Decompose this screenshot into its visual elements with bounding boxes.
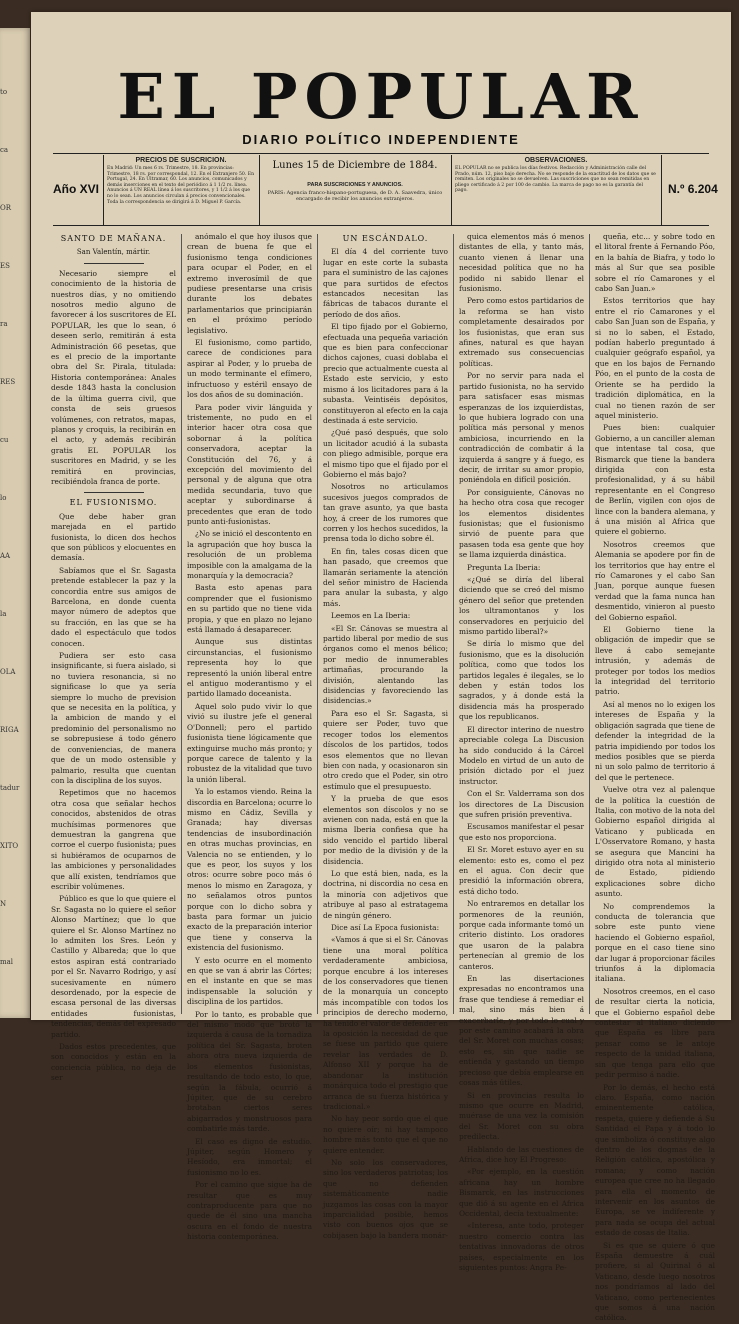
article-paragraph: Que debe haber gran marejada en el partido fusionista, lo dicen dos hechos que son públicos y elocuentes en demasía.: [51, 511, 176, 563]
article-paragraph: Nosotros creemos, en el caso de resultar cierta la noticia, que el Gobierno español debe contestar al italiano diciendo que España es libre para pensar como se le antoje respecto de la unidad italiana, sin que tenga para ello que pedir permiso á nadie.: [595, 986, 715, 1080]
observations-title: OBSERVACIONES.: [524, 157, 588, 164]
masthead-title: EL POPULAR: [117, 60, 645, 133]
previous-page-fragment: RES: [0, 378, 16, 386]
previous-page-fragment: N: [0, 900, 7, 908]
article-paragraph: El Sr. Moret estuvo ayer en su elemento: esto es, como el pez en el agua. Con decir que presidió la información obrera, está dicho todo.: [459, 845, 584, 896]
article-paragraph: Leemos en La Iberia:: [331, 611, 411, 621]
article-paragraph: Para poder vivir lánguida y tristemente, no pudo en el interior hacer otra cosa que sobornar á la política conservadora, aceptar la Constitución del 76, y á excepción del movimiento del personal y de alguna que otra medida secundaria, tuvo que aceptar y subordinarse á precedentes que eran de todo punto anti-fusionistas.: [187, 402, 312, 526]
article-paragraph: Público es que lo que quiere el Sr. Sagasta no lo quiere el señor Alonso Martínez; que lo que quiere el Sr. Alonso Martínez no lo admiten los Sres. León y Castillo y Albareda; que lo que estos aspiran está contrariado por el Sr. Navarro Rodrigo, y así sucesivamente en número desordenado, por la especie de escasa personal de las diversas entidades fusionistas, tendencias, demás del expresado partido.: [51, 894, 176, 1039]
article-heading: SANTO DE MAÑANA.: [60, 234, 167, 243]
article-paragraph: Y esto ocurre en el momento en que se van á abrir las Córtes; en el instante en que se mas indispensable la solución y disciplina de los partidos.: [187, 955, 312, 1007]
previous-page-fragment: to: [0, 88, 8, 96]
article-paragraph: Aunque sus distintas circunstancias, el fusionismo representa hoy lo que representó la unión liberal entre el antiguo moderantismo y el partido llamado doceanista.: [187, 637, 312, 699]
article-paragraph: Pregunta La Iberia:: [467, 562, 541, 572]
header-divider: [103, 155, 104, 225]
article-paragraph: anómalo el que hoy ilusos que crean de buena fe que el fusionismo tenga condiciones para ocupar el Poder, en el extremo inverosímil de que pudiese presentarse una crisis durante los debates parlamentarios que principiarán en el próximo período legislativo.: [187, 232, 312, 335]
article-paragraph: Pues bien: cualquier Gobierno, a un canciller aleman que intentase tal cosa, que Bismarck que tiene la bandera dirigida con esta profesionalidad, y á su hábil representante en el Congreso de Berlín, vigilen con ojos de lince con la bandera alemana, y á una misión al Africa que quiere el gobierno.: [595, 423, 715, 537]
previous-page-fragment: cu: [0, 436, 9, 444]
article-paragraph: El fusionismo, como partido, carece de condiciones para aspirar al Poder, y lo prueba de un modo terminante el efímero, infructuoso y estéril ensayo de los dos años de su dominación.: [187, 338, 312, 400]
article-paragraph: Pudiera ser esto casa insignificante, si fuera aislado, si no tuviera resonancia, si no significase lo que ya sería siempre lo mucho de prevision que se necesita en la política, y la ambicion de mando y el predominio del personalismo no se sobrepusiese á todo género de conveniencias, de manera que de un modo ostensible y palmario, resulta que cuentan con la disciplina de los suyos.: [51, 651, 176, 785]
masthead-subtitle: DIARIO POLÍTICO INDEPENDIENTE: [242, 132, 520, 147]
article-paragraph: El Gobierno tiene la obligación de impedir que se lleve á cabo semejante intrusión, y además de proteger por todos los medios la integridad del territorio patrio.: [595, 625, 715, 697]
article-paragraph: Con el Sr. Valderrama son dos los directores de La Discusion que sufren prisión preventiva.: [459, 789, 584, 819]
observations-text: EL POPULAR no se publica los días festivos. Redacción y Administración calle del Prado, núm. 12, piso bajo derecha. No se responde de la exactitud de los datos que se remiten. Los originales no se devuelven. Las suscriciones que no sean remitidas en pliego certificado á 2 por 100 de cambio. La marca de pago no es la garantía del pago.: [455, 166, 656, 194]
header-divider: [451, 155, 452, 225]
article-paragraph: El caso es digno de estudio. Júpiter, según Homero y Hesíodo, era inmortal; el fusionismo no lo es.: [187, 1136, 312, 1177]
header-top-rule: [53, 153, 709, 154]
article-paragraph: Hablando de las cuestiones de Africa, dice hoy El Progreso:: [459, 1144, 584, 1164]
previous-page-fragment: AA: [0, 552, 11, 560]
article-paragraph: Nosotros no articulamos sucesivos juegos comprados de tan grave asunto, ya que basta hoy, á creer de los rumores que corren y los hechos sucedidos, la prensa toda lo dicho sobre él.: [323, 482, 448, 544]
header-bottom-rule: [53, 225, 709, 226]
previous-page-fragment: lo: [0, 494, 7, 502]
article-paragraph: Ya lo estamos viendo. Reina la discordia en Barcelona; ocurre lo mismo en Cádiz, Sevilla y Granada; hay diversas tendencias de insubordinación en otras muchas provincias, en Valencia no se entienden, y lo que es peor, los suyos y los otros: ocurre sobre poco más ó menos lo mismo en Zaragoza, y no señalamos otros puntos porque con lo dicho sobra y basta para formar un juicio exacto de la preparación interior que tiene y conserva la existencia del fusionismo.: [187, 787, 312, 953]
article-paragraph: Repetimos que no hacemos otra cosa que señalar hechos conocidos, abstenidos de otras muchísimas pormenores que demuestran la gangrena que corroe el cuerpo fusionista; pues si hubiéramos de ocuparnos de las ambiciones y personalidades que allí existen, tendríamos que escribir volúmenes.: [51, 788, 176, 891]
previous-page-fragment: OR: [0, 204, 12, 212]
article-paragraph: Vuelve otra vez al palenque de la política la cuestión de Italia, con motivo de la nota del Gobierno español dirigida al Vaticano y publicada en L'Osservatore Romano, y hasta se asegura que Mancini ha dirigido otra nota al ministerio de Estado, pidiendo explicaciones sobre dicho asunto.: [595, 785, 715, 899]
article-paragraph: Por lo demás, el hecho está claro. España, como nación eminentemente católica, respeta, quiere y defiende á Su Santidad el Papa y á todo lo que simboliza ó constituye algo dentro de los dogmas de la Religión católica, apostólica y romana; y como nación europea que cree no ha llegado para ella el momento de intervenir en los asuntos de Europa, se ve indiferente y para nada se ocupa del actual estado de cosas de Italia.: [595, 1082, 715, 1238]
article-paragraph: «Interesa, ante todo, proteger nuestro comercio contra las tentativas innovadoras de otros países, especialmente en los siguientes puntos: Angra Pe-: [459, 1221, 584, 1272]
header-divider: [259, 155, 260, 225]
article-paragraph: En las disertaciones expresadas no encontramos una frase que tendiese á remediar el mal, sino más bien á exacerbarle, y por todo lo cual y por este camino acabará la obra del Sr. Moret con muchas cosas; esto es, sin que nadie se entienda y gastando un tiempo precioso que debía emplearse en cosas más útiles.: [459, 974, 584, 1088]
article-paragraph: Si es que se quiere ó que España demuestre á cuál profiere, si al Quirinal ó al Vaticano, desde luego nosotros nos pondríamos al lado del Vaticano, como pertenecientes que somos á una nación católica.: [595, 1240, 715, 1323]
article-paragraph: El tipo fijado por el Gobierno, efectuada una pequeña variación que es bien para confeccionar dichos cajones, cuasi doblaba el precio que actualmente cuesta al Estado este servicio, y esto mismo á los licitadores para á la subasta. Veintiséis depósitos, constituyeron al efecto en la caja destinada á este servicio.: [323, 322, 448, 425]
text-column-4: [459, 232, 584, 1272]
subscription-prices-text: En Madrid: Un mes 6 rs. Trimestre, 18. En provincias: Trimestre, 18 rs. por correspondal, 12. En el Extranjero 50. En Portugal, 24. En Ultramar, 60. Los anuncios, comunicados y demás inserciones en el texto del periódico á 1 1/2 rs. línea. Anuncios á UN REAL línea á los suscritores, y 1 1/2 á los que no lo sean. Los anuncios circulan á precios convencionales. Toda la correspondencia se dirigirá á D. Miguel P. García.: [107, 166, 255, 205]
subscription-prices-box: [107, 156, 255, 222]
article-paragraph: No comprendemos la conducta de tolerancia que sobre este punto viene haciendo el Gobierno español, porque en el caso tiene sino dar lugar á proporcionar fáciles triunfos á la diplomacia italiana.: [595, 901, 715, 984]
article-paragraph: «El Sr. Cánovas se muestra al partido liberal por medio de sus órganos como el menos bélico; por medio de innumerables artimañas, procurando la división, alentando las disidencias y favoreciendo las disidencias.»: [323, 623, 448, 706]
article-paragraph: «Por ejemplo, en la cuestión africana hay un hombre Bismarck, en las instrucciones que dió á su agente en el Africa Occidental, decía textualmente:: [459, 1167, 584, 1218]
article-paragraph: Sabíamos que el Sr. Sagasta pretende establecer la paz y la concordia entre sus amigos de Barcelona, en donde cuenta mayor número de adeptos que su fracción, en las que se ha dado el espectáculo que todos conocen.: [51, 565, 176, 648]
article-paragraph: Por el camino que sigue ha de resultar que es muy contraproducente para que no quede de él sino una mancha oscura en el fondo de nuestra historia contemporánea.: [187, 1180, 312, 1242]
article-paragraph: Estos territorios que hay entre el río Camarones y el cabo San Juan son de España, y si no lo saben, el Estado, podían haberlo preguntado á cualquier geógrafo español, ya que en los bajos de Fernando Póo, en el punto de la costa de Oriente se ha perdido la tradición diplomática, en la cual no tienen razón de ser aquel ministerio.: [595, 296, 715, 420]
text-column-2: [187, 232, 312, 1242]
previous-page-fragment: ES: [0, 262, 10, 270]
article-paragraph: ¿No se inició el descontento en la agrupación que hoy busca la resolución de un problema imposible con la amalgama de la monarquía y la democracia?: [187, 529, 312, 580]
previous-page-fragment: tadur: [0, 784, 20, 792]
article-paragraph: Se diría lo mismo que del fusionismo, que es la disolución política, como que todos los partidos legales é ilegales, se lo deben y están todos los sagrados, y á donde está la disidencia más ha prosperado que los republicanos.: [459, 639, 584, 722]
newspaper-page: [31, 12, 731, 1323]
article-paragraph: Por lo tanto, es probable que del mismo modo que brotó la izquierda á causa de la tornadiza política del Sr. Sagasta, broten ahora otra nueva izquierda de los elementos fusionistas, resultando de todo esto, lo que, según la fábula, ocurrió á Júpiter, que de su cerebro brotaban ciertos seres abigarrados y monstruosos para combatirle más tarde.: [187, 1009, 312, 1134]
section-separator: [84, 263, 144, 264]
previous-page-fragment: OLA: [0, 668, 16, 676]
article-paragraph: «Vamos á que si el Sr. Cánovas tiene una moral política verdaderamente ambiciosa, porque encubre á los intereses de los conservadores que tienen de la monarquía un concepto más incompatible con todos los principios de derecho moderno, ha tenido el valor de defender en la oposición la necesidad de que se fuese un partido que quiere revelar las verdades de D. Alfonso XII y porque ha de abandonar la institución monárquica todo el prestigio que arranca de su fuerza histórica y tradicional.»: [323, 935, 448, 1111]
previous-page-fragment: XITO: [0, 842, 19, 850]
issue-number: N.º 6.204: [668, 182, 718, 196]
article-paragraph: Para eso el Sr. Sagasta, si quiere ser Poder, tuvo que recoger todos los elementos díscolos de los partidos, todos esos elementos que no llevan bien con nada, y ocasionaron sin otro credo que el Poder, sin otro estímulo que el presupuesto.: [323, 708, 448, 791]
subscription-prices-title: PRECIOS DE SUSCRICION.: [135, 157, 227, 164]
column-divider: [589, 234, 590, 1014]
article-paragraph: En fin, tales cosas dicen que han pasado, que creemos que llamarán seriamente la atención del señor ministro de Hacienda para anular la subasta, y algo más.: [323, 546, 448, 608]
subscription-agency-text: PARIS: Agencia franco-hispano-portuguesa, de D. A. Saavedra, único encargado de recibir los anuncios extranjeros.: [267, 190, 443, 202]
observations-box: [455, 156, 657, 222]
article-paragraph: No entraremos en detallar los pormenores de la reunión, porque cada informante tomó un criterio distinto. Los oradores que usaron de la palabra pertenecían al gremio de los canteros.: [459, 899, 584, 971]
previous-page-edge: [0, 28, 30, 1018]
article-paragraph: Y la prueba de que esos elementos son díscolos y no se avienen con nada, está en que la misma Iberia confiesa que ha sido vencido el partido liberal por medio de la división y de la disidencia.: [323, 794, 448, 866]
text-column-3: [323, 232, 448, 1240]
article-subheading: San Valentín, mártir.: [76, 248, 151, 257]
article-paragraph: Dice así La Epoca fusionista:: [331, 923, 440, 932]
article-paragraph: queña, etc... y sobre todo en el litoral frente á Fernando Póo, en la bahía de Biafra, y todo lo más al Sur que sea posible sobre el río Camarones y el cabo San Juan.»: [595, 232, 715, 294]
header-divider: [661, 155, 662, 225]
article-heading: EL FUSIONISMO.: [69, 498, 158, 508]
section-separator: [84, 492, 144, 493]
article-paragraph: Si en provincias resulta lo mismo que ocurre en Madrid, muérase de una vez la comisión del Sr. Moret con su obra predilecta.: [459, 1090, 584, 1142]
previous-page-fragment: RIGA: [0, 726, 19, 734]
column-divider: [453, 234, 454, 1014]
article-paragraph: El director interino de nuestro apreciable colega La Discusion ha sido conducido á la Cárcel Modelo en virtud de un auto de prisión dictado por el juez instructor.: [459, 724, 584, 786]
article-paragraph: El día 4 del corriente tuvo lugar en este corte la subasta para el suministro de las cajones que para surtidos de efectos estancados necesitan las fábricas de tabacos durante el período de dos años.: [323, 247, 448, 319]
article-paragraph: No solo los conservadores, sino los verdaderos patriotas; los que no defienden sistemáticamente nadie juzgamos las cosas con la mayor imparcialidad posible, hemos visto con buenos ojos que se cobijasen bajo la bandera monár-: [323, 1157, 448, 1240]
year-label: Año XVI: [53, 182, 100, 196]
article-paragraph: Así al menos no lo exigen los intereses de España y la obligación sagrada que tiene de defender la integridad de la patria impidiendo por todos los medios posibles que se pierda ni un solo palmo de territorio á del que le pertenece.: [595, 699, 715, 782]
previous-page-fragment: ra: [0, 320, 8, 328]
subscription-agency-box: [262, 182, 448, 202]
article-paragraph: Basta esto apenas para comprender que el fusionismo en su partido que no tiene vida propia, y que en plazo no lejano está llamado á desaparecer.: [187, 583, 312, 635]
article-paragraph: Aquel solo pudo vivir lo que vivió su ilustre jefe el general O'Donnell; pero el partido fusionista tiene lógicamente que extinguirse mucho más pronto; y porque carece de talento y la robustez de la vitalidad que tuvo la unión liberal.: [187, 701, 312, 784]
column-divider: [317, 234, 318, 1014]
issue-date: Lunes 15 de Diciembre de 1884.: [272, 160, 438, 171]
article-paragraph: Lo que está bien, nada, es la doctrina, ni discordia no cesa en la minoría con adjetivos que atribuye al paso al estratagema de ningún género.: [323, 868, 448, 920]
article-paragraph: quica elementos más ó menos distantes de ella, y tanto más, cuanto vienen á llenar una necesidad política que no ha podido ni sabido llenar el fusionismo.: [459, 232, 584, 294]
article-paragraph: Nosotros creemos que Alemania se apodere por fin de los territorios que hay entre el río Camarones y el cabo San Juan, porque aunque fuesen verdad que la fama nunca han desmentido, vinieron al puesto del Gobierno español.: [595, 539, 715, 622]
article-paragraph: ¿Qué pasó después, que solo un licitador acudió á la subasta con pliego admisible, porque era el mismo tipo que el fijado por el Gobierno el más bajo?: [323, 428, 448, 479]
article-paragraph: Pero como estos partidarios de la reforma se han visto completamente desairados por los fusionistas, que eran sus afines, natural es que hayan extremado sus consecuencias políticas.: [459, 296, 584, 368]
text-column-1: [51, 232, 176, 1083]
column-divider: [181, 234, 182, 1014]
article-paragraph: Por consiguiente, Cánovas no ha hecho otra cosa que recoger los elementos disidentes fusionistas; que el fusionismo sirvió de puente para que pasasen toda esa gente que hoy se llama izquierda dinástica.: [459, 487, 584, 560]
subscription-agency-title: PARA SUSCRICIONES Y ANUNCIOS.: [307, 182, 403, 188]
article-paragraph: Por no servir para nada el partido fusionista, no ha servido para satisfacer esas mismas esperanzas de los izquierdistas, lo que hubiera logrado con una política más personal y menos ambiciosa, incurriendo en la contradicción de combatir á la izquierda á sangre y á fuego, es decir, de irritar su amor propio, poniéndola en difícil posición.: [459, 371, 584, 485]
previous-page-fragment: la: [0, 610, 7, 618]
article-paragraph: Dados estos precedentes, que son conocidos y están en la conciencia pública, no deja de ser: [51, 1042, 176, 1083]
article-heading: UN ESCÁNDALO.: [342, 234, 429, 243]
article-paragraph: Escusamos manifestar el pesar que esto nos proporciona.: [459, 822, 584, 842]
previous-page-fragment: mal: [0, 958, 14, 966]
previous-page-fragment: ca: [0, 146, 9, 154]
article-paragraph: No hay peor sordo que el que no quiere oír; ni hay tampoco hombre más tonto que el que no quiere entender.: [323, 1114, 448, 1155]
text-column-5: [595, 232, 715, 1323]
article-paragraph: «¿Qué se diría del liberal diciendo que se creó del mismo género del señor que pretenden los ultramontanos y los conservadores en perjuicio del mismo partido liberal?»: [459, 575, 584, 637]
article-paragraph: Necesario siempre el conocimiento de la historia de nuestros días, y no omitiendo nosotros medio alguno de favorecer á los suscritores de EL POPULAR, les que lo sean, ó deseen serlo, remitirán á esta Administración 66 pesetas, que es el precio de la importante obra del Sr. Pirala, titulada: Historia contemporánea: Anales desde 1843 hasta la conclusion de la última guerra civil, que consta de seis gruesos volúmenes, con retratos, mapas, planos y croquis, la recibirán en el acto, y además recibirán gratis EL POPULAR los suscritores en Madrid, y se les remitirá en provincias, recibiéndola franca de porte.: [51, 268, 176, 486]
